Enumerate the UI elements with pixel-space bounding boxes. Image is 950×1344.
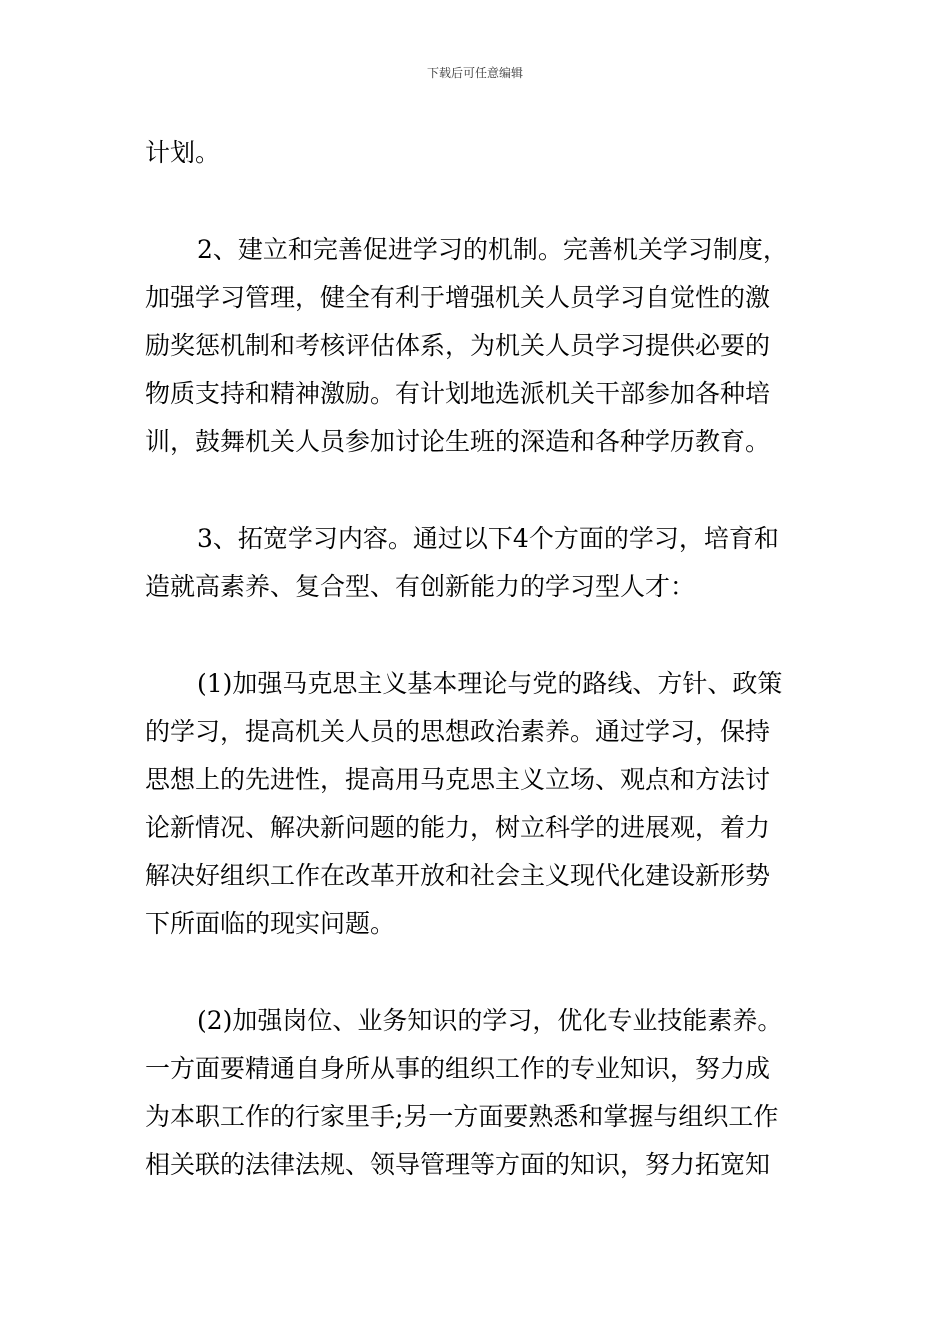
text-line: 训，鼓舞机关人员参加讨论生班的深造和各种学历教育。 [145, 427, 771, 456]
document-body [145, 129, 809, 1189]
text-line: 2、建立和完善促进学习的机制。完善机关学习制度， [197, 235, 788, 264]
text-line: 3、拓宽学习内容。通过以下4个方面的学习，培育和 [197, 524, 779, 553]
text-line: 论新情况、解决新问题的能力，树立科学的进展观，着力 [145, 813, 771, 842]
text-line: 物质支持和精神激励。有计划地选派机关干部参加各种培 [145, 379, 771, 408]
text-line: 计划。 [145, 138, 221, 167]
text-line: 为本职工作的行家里手;另一方面要熟悉和掌握与组织工作 [145, 1102, 779, 1131]
paragraph-gap [145, 466, 809, 515]
paragraph-gap [145, 948, 809, 997]
text-line: 下所面临的现实问题。 [145, 909, 396, 938]
paragraph-4 [145, 660, 809, 948]
text-line: (1)加强马克思主义基本理论与党的路线、方针、政策 [197, 669, 783, 698]
paragraph-3 [145, 515, 809, 611]
text-line: 励奖惩机制和考核评估体系，为机关人员学习提供必要的 [145, 331, 771, 360]
text-line: 思想上的先进性，提高用马克思主义立场、观点和方法讨 [145, 765, 771, 794]
paragraph-gap [145, 177, 809, 226]
text-line: 的学习，提高机关人员的思想政治素养。通过学习，保持 [145, 717, 771, 746]
page-header: 下载后可任意编辑 [426, 66, 523, 80]
text-line: 相关联的法律法规、领导管理等方面的知识，努力拓宽知 [145, 1150, 771, 1179]
text-line: 一方面要精通自身所从事的组织工作的专业知识，努力成 [145, 1054, 771, 1083]
text-line: 造就高素养、复合型、有创新能力的学习型人才： [145, 572, 696, 601]
text-line: 加强学习管理，健全有利于增强机关人员学习自觉性的激 [145, 283, 771, 312]
paragraph-5 [145, 997, 809, 1189]
text-line: (2)加强岗位、业务知识的学习，优化专业技能素养。 [197, 1006, 783, 1035]
text-line: 解决好组织工作在改革开放和社会主义现代化建设新形势 [145, 861, 771, 890]
paragraph-1 [145, 129, 809, 177]
paragraph-2 [145, 226, 809, 466]
paragraph-gap [145, 611, 809, 660]
